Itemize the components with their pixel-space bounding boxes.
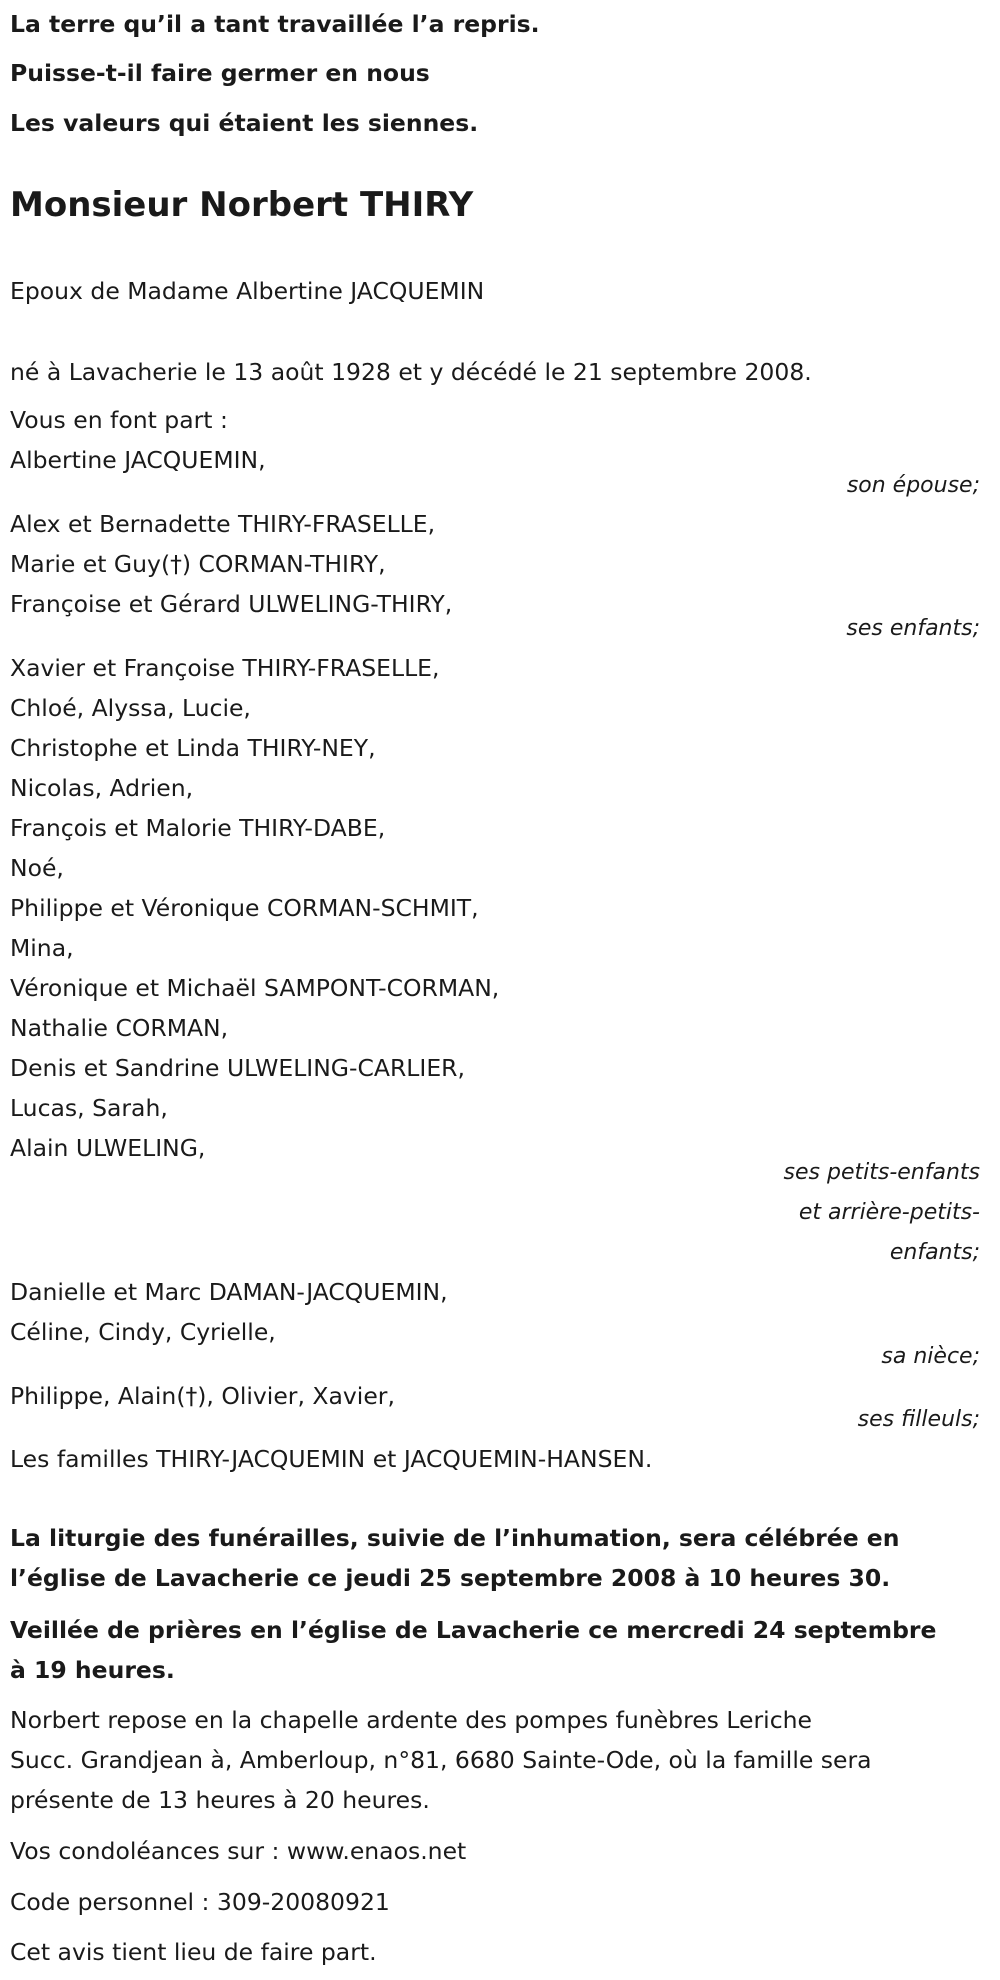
- family-name-line: Marie et Guy(†) CORMAN-THIRY,: [10, 550, 386, 578]
- vigil-line: Veillée de prières en l’église de Lavacherie ce mercredi 24 septembre: [10, 1616, 937, 1644]
- family-role: ses filleuls;: [857, 1407, 980, 1432]
- spouse-line: Epoux de Madame Albertine JACQUEMIN: [10, 277, 485, 305]
- family-name-line: Nathalie CORMAN,: [10, 1014, 229, 1042]
- family-name-line: Albertine JACQUEMIN,: [10, 446, 266, 474]
- family-name-line: Philippe et Véronique CORMAN-SCHMIT,: [10, 894, 479, 922]
- funeral-line: La liturgie des funérailles, suivie de l’inhumation, sera célébrée en: [10, 1524, 900, 1552]
- family-name-line: Françoise et Gérard ULWELING-THIRY,: [10, 590, 453, 618]
- family-name-line: Céline, Cindy, Cyrielle,: [10, 1318, 276, 1346]
- birth-death-line: né à Lavacherie le 13 août 1928 et y décédé le 21 septembre 2008.: [10, 358, 812, 386]
- family-role: sa nièce;: [881, 1344, 980, 1369]
- epigraph-line: Puisse-t-il faire germer en nous: [10, 59, 430, 87]
- closing-line: Cet avis tient lieu de faire part.: [10, 1938, 377, 1966]
- family-role: enfants;: [889, 1240, 980, 1265]
- rest-line: Norbert repose en la chapelle ardente des pompes funèbres Leriche: [10, 1706, 812, 1734]
- rest-line: Succ. Grandjean à, Amberloup, n°81, 6680 Sainte-Ode, où la famille sera: [10, 1746, 872, 1774]
- family-role: et arrière-petits-: [798, 1200, 980, 1225]
- family-role: ses enfants;: [846, 616, 980, 641]
- family-name-line: Philippe, Alain(†), Olivier, Xavier,: [10, 1382, 395, 1410]
- family-name-line: Chloé, Alyssa, Lucie,: [10, 694, 251, 722]
- family-name-line: Denis et Sandrine ULWELING-CARLIER,: [10, 1054, 465, 1082]
- family-name-line: Mina,: [10, 934, 74, 962]
- family-role: ses petits-enfants: [783, 1160, 980, 1185]
- family-name-line: Danielle et Marc DAMAN-JACQUEMIN,: [10, 1278, 448, 1306]
- announce-intro: Vous en font part :: [10, 406, 228, 434]
- rest-line: présente de 13 heures à 20 heures.: [10, 1786, 430, 1814]
- vigil-line: à 19 heures.: [10, 1656, 175, 1684]
- family-name-line: François et Malorie THIRY-DABE,: [10, 814, 386, 842]
- family-name-line: Noé,: [10, 854, 64, 882]
- family-name-line: Alex et Bernadette THIRY-FRASELLE,: [10, 510, 436, 538]
- family-name-line: Lucas, Sarah,: [10, 1094, 168, 1122]
- families-line: Les familles THIRY-JACQUEMIN et JACQUEMIN-HANSEN.: [10, 1445, 653, 1473]
- funeral-line: l’église de Lavacherie ce jeudi 25 septembre 2008 à 10 heures 30.: [10, 1564, 891, 1592]
- epigraph-line: La terre qu’il a tant travaillée l’a repris.: [10, 10, 540, 38]
- condolences-line: Vos condoléances sur : www.enaos.net: [10, 1837, 467, 1865]
- family-name-line: Christophe et Linda THIRY-NEY,: [10, 734, 376, 762]
- family-role: son épouse;: [846, 473, 980, 498]
- family-name-line: Alain ULWELING,: [10, 1134, 206, 1162]
- family-name-line: Véronique et Michaël SAMPONT-CORMAN,: [10, 974, 500, 1002]
- epigraph-line: Les valeurs qui étaient les siennes.: [10, 109, 479, 137]
- deceased-name: Monsieur Norbert THIRY: [10, 185, 474, 225]
- family-name-line: Nicolas, Adrien,: [10, 774, 194, 802]
- family-name-line: Xavier et Françoise THIRY-FRASELLE,: [10, 654, 440, 682]
- personal-code-line: Code personnel : 309-20080921: [10, 1888, 390, 1916]
